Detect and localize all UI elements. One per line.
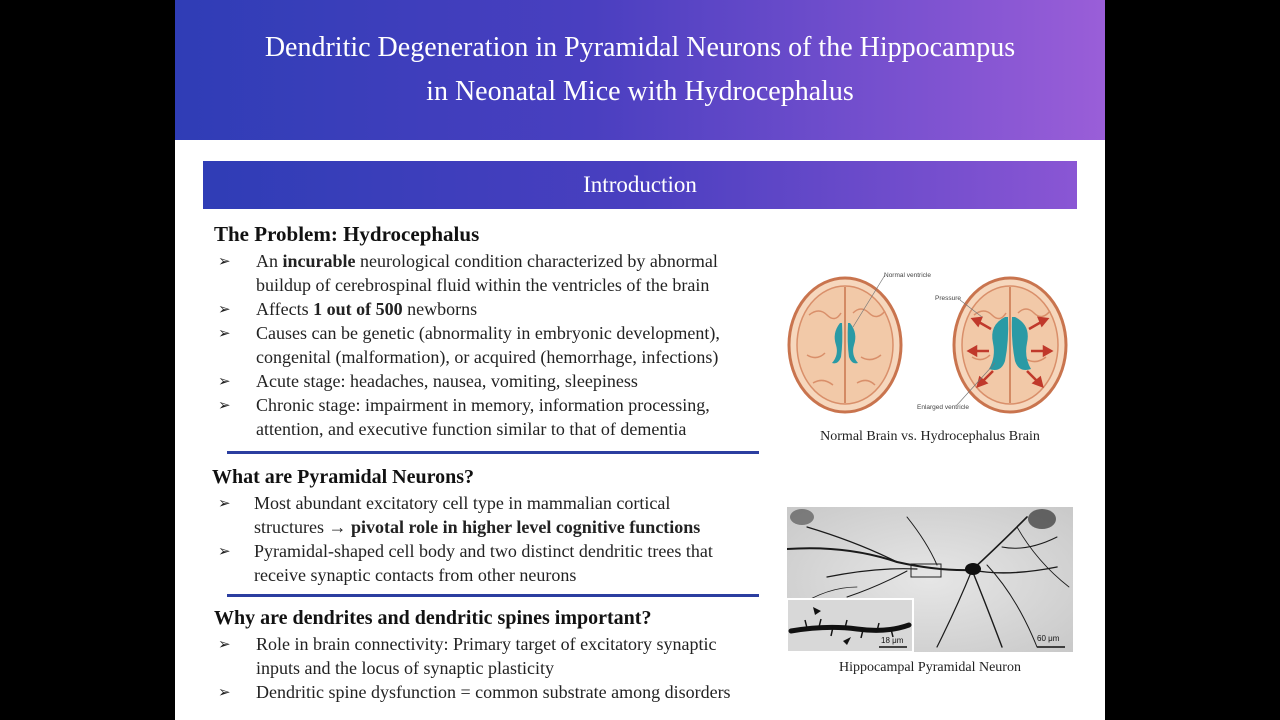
main-scale-label: 60 μm [1037, 634, 1060, 643]
list-item: ➢ Affects 1 out of 500 newborns [218, 299, 478, 319]
bullet-arrow-icon: ➢ [218, 542, 231, 560]
title-banner [175, 0, 1105, 140]
label-normal-ventricle: Normal ventricle [884, 272, 931, 279]
list-item: ➢ Acute stage: headaches, nausea, vomiting, sleepiness [218, 371, 638, 391]
title-line-2: in Neonatal Mice with Hydrocephalus [426, 76, 854, 107]
problem-heading: The Problem: Hydrocephalus [214, 222, 480, 246]
divider [227, 594, 759, 597]
list-item: ➢ Causes can be genetic (abnormality in embryonic development), congenital (malformation), or acquired (hemorrhage, infections) [218, 323, 720, 367]
normal-brain-icon [789, 278, 901, 412]
hydrocephalus-brain-icon [954, 278, 1066, 412]
bullet-arrow-icon: ➢ [218, 252, 231, 270]
slide [175, 0, 1105, 720]
list-item: ➢ An incurable neurological condition characterized by abnormal buildup of cerebrospinal fluid within the ventricles of the brain [218, 251, 718, 295]
section-banner [203, 161, 1077, 209]
divider [227, 451, 759, 454]
dendrites-heading: Why are dendrites and dendritic spines important? [214, 607, 652, 629]
list-item: ➢ Most abundant excitatory cell type in mammalian cortical structures → pivotal role in higher level cognitive functions [218, 493, 701, 537]
list-item: ➢ Chronic stage: impairment in memory, information processing, attention, and executive function similar to that of dementia [218, 395, 710, 439]
label-enlarged-ventricle: Enlarged ventricle [917, 404, 970, 411]
list-item: ➢ Dendritic spine dysfunction = common substrate among disorders [218, 682, 731, 702]
label-pressure: Pressure [935, 295, 962, 302]
pyramidal-heading: What are Pyramidal Neurons? [212, 466, 475, 488]
neuron-micrograph [787, 507, 1073, 652]
list-item: ➢ Role in brain connectivity: Primary target of excitatory synaptic inputs and the locus of synaptic plasticity [218, 634, 717, 678]
bullet-arrow-icon: ➢ [218, 300, 231, 318]
title-line-1: Dendritic Degeneration in Pyramidal Neurons of the Hippocampus [264, 32, 1016, 63]
bullet-arrow-icon: ➢ [218, 372, 231, 390]
bullet-arrow-icon: ➢ [218, 396, 231, 414]
bullet-arrow-icon: ➢ [218, 494, 231, 512]
neuron-figure-caption: Hippocampal Pyramidal Neuron [839, 660, 1021, 675]
bullet-arrow-icon: ➢ [218, 635, 231, 653]
brain-figure-caption: Normal Brain vs. Hydrocephalus Brain [820, 429, 1040, 444]
brain-illustration [787, 265, 1082, 415]
brain-comparison-figure [787, 265, 1082, 415]
inset-scale-label: 18 μm [881, 636, 904, 645]
bullet-arrow-icon: ➢ [218, 324, 231, 342]
bullet-arrow-icon: ➢ [218, 683, 231, 701]
list-item: ➢ Pyramidal-shaped cell body and two distinct dendritic trees that receive synaptic contacts from other neurons [218, 541, 713, 585]
section-title: Introduction [583, 172, 697, 197]
neuron-image [787, 507, 1073, 652]
